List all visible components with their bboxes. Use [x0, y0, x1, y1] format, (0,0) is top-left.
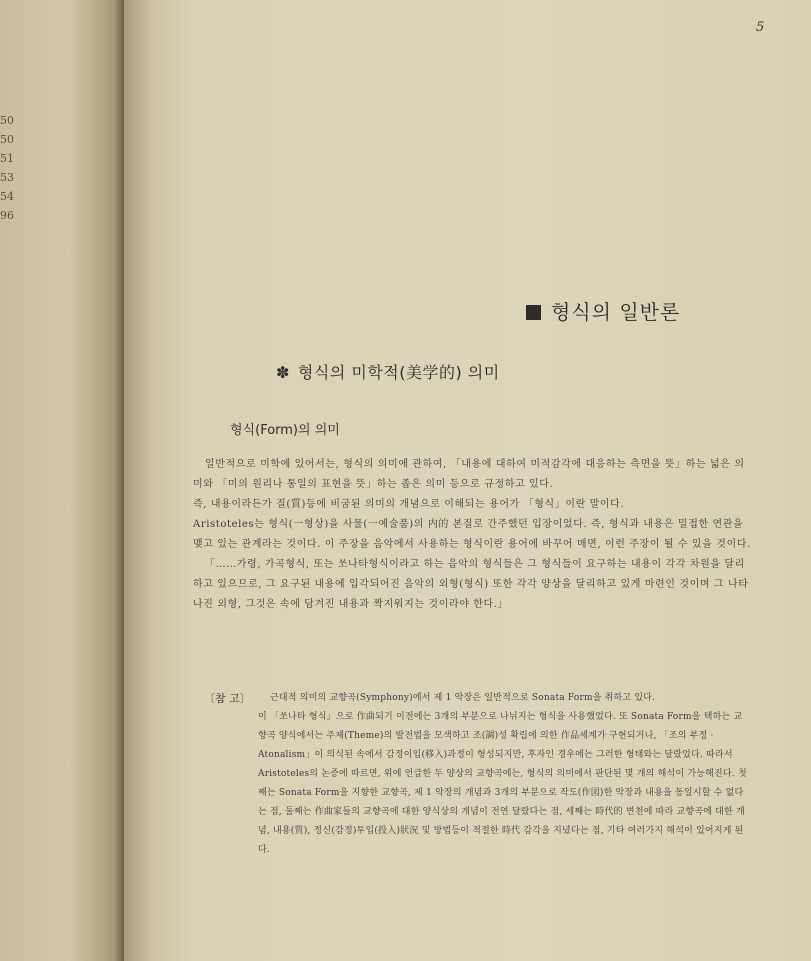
- section-title: [276, 360, 500, 383]
- black-square-icon: [526, 305, 541, 320]
- body-paragraph-4: 「……가령, 가곡형식, 또는 쏘나타형식이라고 하는 음악의 형식들은 그 형식들이 요구하는 내용이 각각 차원을 달리하고 있으므로, 그 요구된 내용에 입각되어진 음악의 외형(형식) 또한 각각 양상을 달리하고 있게 마련인 것이며 그 나타나진 외형, 그것은 속에 담겨진 내용과 짝지워지는 것이라야 한다.」: [193, 559, 749, 610]
- reference-text: [258, 689, 750, 860]
- left-page-edge: [0, 0, 124, 961]
- reference-label: 〔참 고〕: [204, 692, 251, 705]
- asterisk-icon: ✽: [276, 363, 290, 382]
- left-page-number-4: 53: [0, 171, 14, 184]
- subsection-title: 형식(Form)의 의미: [230, 423, 340, 438]
- reference-paragraph-1: 근대적 의미의 교향곡(Symphony)에서 제 1 악장은 일반적으로 Sonata Form을 취하고 있다.: [270, 693, 656, 703]
- page-number: 5: [756, 20, 765, 35]
- section-title-text: 형식의 미학적(美学的) 의미: [297, 363, 500, 382]
- chapter-title-text: 형식의 일반론: [551, 300, 681, 324]
- chapter-title: [526, 296, 680, 325]
- body-paragraph-2: 즉, 내용이라든가 질(質)등에 비굼된 의미의 개념으로 이해되는 용어가 「형식」이란 말이다.: [193, 499, 625, 510]
- left-page-number-5: 54: [0, 190, 14, 203]
- left-page-number-1: 50: [0, 114, 14, 127]
- left-page-number-2: 50: [0, 133, 14, 146]
- body-paragraph-3: Aristoteles는 형식(一형상)을 사물(一예술품)의 内的 본질로 간주했던 입장이었다. 즉, 형식과 내용은 밀접한 연관을 맺고 있는 관계라는 것이다. 이 주장을 음악에서 사용하는 형식이란 용어에 바꾸어 매면, 이런 주장이 될 수 있을 것이다.: [193, 519, 751, 550]
- left-page-number-3: 51: [0, 152, 14, 165]
- left-page-number-6: 96: [0, 209, 14, 222]
- reference-paragraph-2: 이 「쏘나타 형식」으로 作曲되기 이전에는 3개의 부분으로 나뉘지는 형식을 사용했었다. 또 Sonata Form을 택하는 교향곡 양식에서는 주제(Theme)의 발전법을 모색하고 조(調)성 확립에 의한 作品세계가 구현되거나, 「조의 부정 · Atonalism」이 의식된 속에서 감정이입(移入)과정이 형성되지만, 후자인 경우에는 그러한 형태와는 달랐었다. 따라서 Aristoteles의 논증에 따르면, 위에 언급한 두 양상의 교향곡에는, 형식의 의미에서 판단된 몇 개의 해석이 가능해진다. 첫째는 Sonata Form을 지향한 교향곡, 제 1 악장의 개념과 3개의 부분으로 작도(作図)한 악장과 내용을 동일시할 수 없다는 점, 둘째는 作曲家들의 교향곡에 대한 양식상의 개념이 전연 달랐다는 점, 세째는 時代的 변천에 따라 교향곡에 대한 개념, 내용(質), 정신(감정)투입(投入)狀況 및 방법등이 적절한 時代 감각을 지녔다는 점, 기타 여러가지 해석이 있어지게 된다.: [258, 712, 747, 855]
- body-paragraph-1: 일반적으로 미학에 있어서는, 형식의 의미에 관하여, 「내용에 대하여 미적감각에 대응하는 측면을 뜻」하는 넓은 의미와 「미의 원리나 통일의 표현을 뜻」하는 좁은 의미 등으로 규정하고 있다.: [193, 459, 745, 490]
- body-text: [193, 455, 753, 615]
